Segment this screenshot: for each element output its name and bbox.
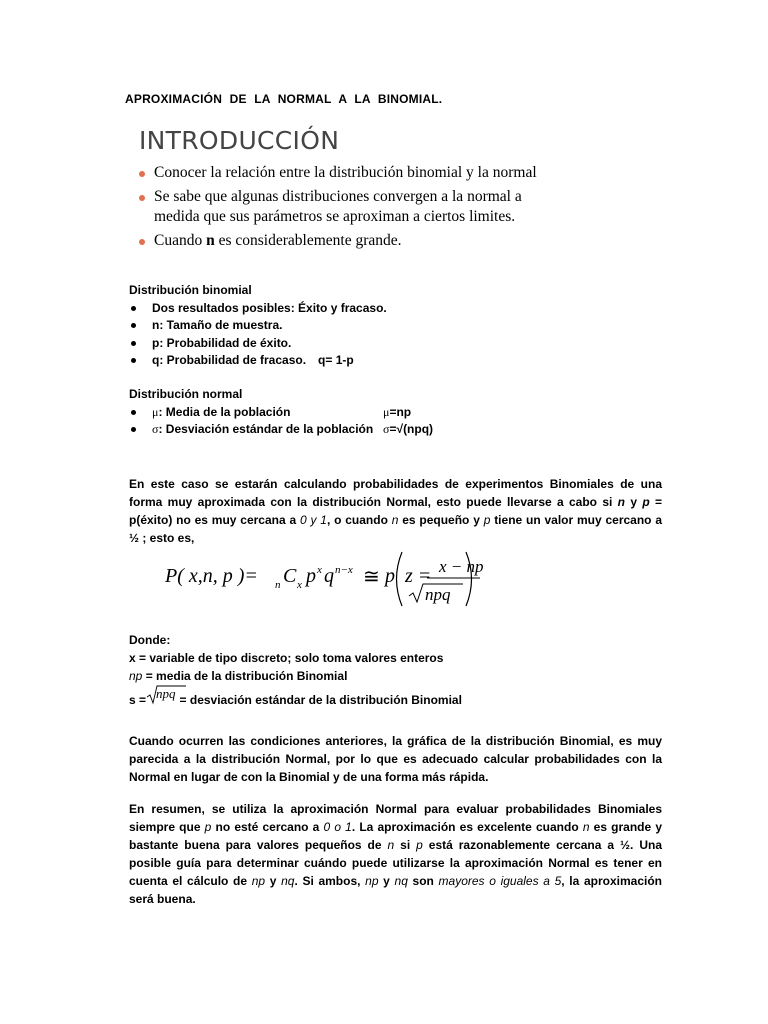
sqrt-npq: npq <box>146 691 176 709</box>
bullet-icon <box>131 427 136 432</box>
formula-denominator: npq <box>425 585 451 604</box>
binomial-item: Dos resultados posibles: Éxito y fracaso. <box>129 300 549 318</box>
formula-sub-x: x <box>297 579 302 591</box>
formula-z: z = <box>405 565 432 587</box>
formula-sub-n: n <box>275 579 281 591</box>
sigma-formula: σ=√(npq) <box>383 422 434 436</box>
formula-q: q <box>324 565 334 587</box>
bullet-icon <box>131 358 136 363</box>
paragraph-2: Cuando ocurren las condiciones anteriores, la gráfica de la distribución Binomial, es muy parecida a la distribución Normal, por lo que es adecuado calcular probabilidades con la Normal en lugar de con la Binomial y de una forma más rápida. <box>129 734 662 784</box>
left-paren <box>397 552 403 606</box>
approximation-formula <box>165 546 484 612</box>
bullet-icon <box>139 239 145 245</box>
bullet-icon <box>139 171 145 177</box>
formula-numerator: x − np <box>439 557 484 576</box>
formula-p: p <box>306 565 316 587</box>
formula-c: C <box>283 565 297 587</box>
intro-list <box>139 163 559 255</box>
document-title: APROXIMACIÓN DE LA NORMAL A LA BINOMIAL. <box>125 92 443 106</box>
paragraph-1: En este caso se estarán calculando probabilidades de experimentos Binomiales de una forma muy aproximada con la distribución Normal, esto puede llevarse a cabo si n y p = p(éxito) no es muy cercana a 0 y 1, o cuando n es pequeño y p tiene un valor muy cercano a ½ ; esto es, <box>129 477 663 545</box>
bullet-icon <box>131 306 136 311</box>
formula-sup-x: x <box>317 564 322 576</box>
bullet-icon <box>131 323 136 328</box>
paragraph-3: En resumen, se utiliza la aproximación Normal para evaluar probabilidades Binomiales siempre que p no esté cercano a 0 o 1. La aproximación es excelente cuando n es grande y bastante buena para valores pequeños de n si p está razonablemente cercana a ½. Una posible guía para determinar cuándo puede utilizarse la aproximación Normal es tener en cuenta el cálculo de np y nq. Si ambos, np y nq son mayores o iguales a 5, la aproximación será buena. <box>129 802 663 906</box>
formula-p2: p <box>385 565 395 587</box>
bullet-icon <box>131 341 136 346</box>
binomial-item: n: Tamaño de muestra. <box>129 317 549 335</box>
donde-section <box>129 631 662 709</box>
binomial-section <box>129 282 549 370</box>
normal-section <box>129 386 549 439</box>
mu-formula: μ=np <box>383 404 412 419</box>
formula-approx: ≅ <box>363 566 380 588</box>
intro-item: Cuando n es considerablemente grande. <box>139 231 559 251</box>
normal-item: σ: Desviación estándar de la población σ=√(npq) <box>129 421 549 439</box>
bullet-icon <box>131 410 136 415</box>
intro-heading: INTRODUCCIÓN <box>139 126 340 155</box>
intro-item: Se sabe que algunas distribuciones convergen a la normal a medida que sus parámetros se aproximan a ciertos limites. <box>139 187 559 227</box>
formula-lhs: P( x,n, p )= <box>165 565 258 587</box>
binomial-item: q: Probabilidad de fracaso. q= 1-p <box>129 352 549 370</box>
bullet-icon <box>139 195 145 201</box>
normal-heading: Distribución normal <box>129 387 243 401</box>
donde-line-s: s = npq = desviación estándar de la distribución Binomial <box>129 686 462 707</box>
intro-item: Conocer la relación entre la distribución binomial y la normal <box>139 163 559 183</box>
normal-item: μ: Media de la población μ=np <box>129 404 549 422</box>
donde-line-np: np = media de la distribución Binomial <box>129 669 348 683</box>
q-formula: q= 1-p <box>318 353 354 367</box>
binomial-item: p: Probabilidad de éxito. <box>129 335 549 353</box>
donde-line-x: x = variable de tipo discreto; solo toma valores enteros <box>129 651 444 665</box>
donde-heading: Donde: <box>129 633 171 647</box>
formula-sup-nx: n−x <box>335 564 353 576</box>
binomial-heading: Distribución binomial <box>129 283 252 297</box>
